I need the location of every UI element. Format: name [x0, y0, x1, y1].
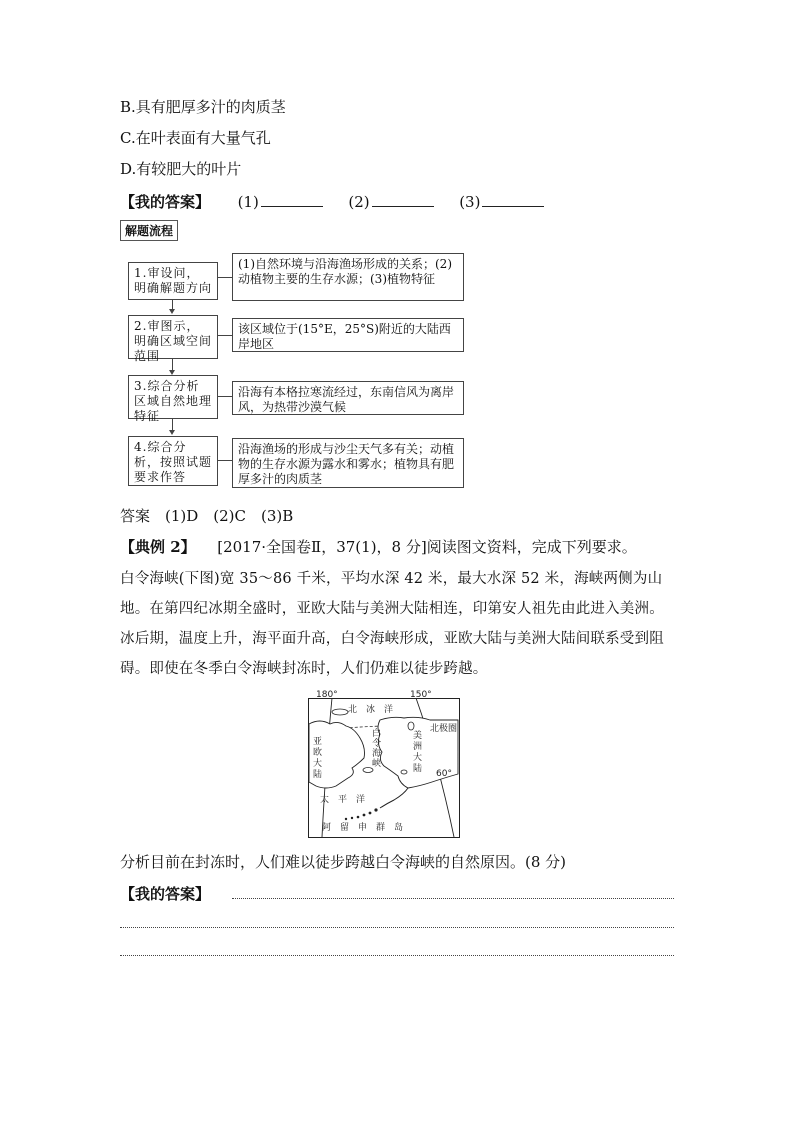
- my-answer-label: 【我的答案】: [120, 193, 211, 211]
- example-2-paragraph: 白令海峡(下图)宽 35～86 千米，平均水深 42 米，最大水深 52 米，海峡两侧为山地。在第四纪冰期全盛时，亚欧大陆与美洲大陆相连，印第安人祖先由此进入美洲。冰后期，温度上升，海平面升高，白令海峡形成，亚欧大陆与美洲大陆间联系受到阻碍。即使在冬季白令海峡封冻时，人们仍难以徒步跨越。: [120, 571, 664, 677]
- my-answer-2-label: 【我的答案】: [120, 885, 211, 903]
- flow-connector: [218, 460, 232, 461]
- option-b: B.具有肥厚多汁的肉质茎: [120, 98, 286, 116]
- option-d: D.有较肥大的叶片: [120, 160, 242, 178]
- label-eurasia-2: 欧: [313, 748, 323, 758]
- flow-connector: [218, 277, 232, 278]
- label-america-4: 陆: [413, 764, 423, 774]
- option-c: C.在叶表面有大量气孔: [120, 129, 271, 147]
- label-lon-150: 150°: [410, 690, 432, 700]
- label-strait-2: 令: [372, 739, 382, 749]
- answer-line-3[interactable]: [120, 955, 674, 956]
- label-aleutian: 阿 留 申 群 岛: [322, 823, 404, 833]
- label-america-1: 美: [413, 731, 423, 741]
- my-answer-row: [120, 191, 544, 212]
- answer-line-2[interactable]: [120, 927, 674, 928]
- arrow-down-icon: [169, 309, 175, 314]
- flow-step-2-left: 2.审图示，明确区域空间范围: [128, 315, 218, 359]
- example-2-question: 分析目前在封冻时，人们难以徒步跨越白令海峡的自然原因。(8 分): [120, 853, 567, 871]
- answer-blank-2-label: (2): [348, 193, 370, 211]
- example-2-header: [120, 536, 637, 557]
- flow-connector: [218, 396, 232, 397]
- label-strait-4: 峡: [372, 759, 382, 769]
- arrow-down-icon: [169, 430, 175, 435]
- answer-blank-1-label: (1): [237, 193, 259, 211]
- flow-step-4-left: 4.综合分析，按照试题要求作答: [128, 436, 218, 486]
- flow-step-4-right: 沿海渔场的形成与沙尘天气多有关；动植物的生存水源为露水和雾水；植物具有肥厚多汁的肉质茎: [232, 438, 464, 488]
- flow-step-3-right: 沿海有本格拉寒流经过，东南信风为离岸风，为热带沙漠气候: [232, 381, 464, 415]
- label-america-3: 大: [413, 753, 423, 763]
- label-eurasia-1: 亚: [313, 737, 323, 747]
- flow-step-3-left: 3.综合分析区域自然地理特征: [128, 375, 218, 419]
- answer-line-1[interactable]: [232, 898, 674, 899]
- label-eurasia-4: 陆: [313, 770, 323, 780]
- answer-line: 答案 (1)D (2)C (3)B: [120, 507, 294, 525]
- answer-blank-2[interactable]: [372, 192, 434, 207]
- label-pacific: 太 平 洋: [320, 795, 366, 805]
- label-lat-60: 60°: [436, 769, 452, 779]
- example-2-label: 【典例 2】: [120, 538, 196, 556]
- label-strait-3: 海: [372, 749, 382, 759]
- flow-title: 解题流程: [120, 220, 178, 241]
- flow-connector: [218, 335, 232, 336]
- answer-blank-3[interactable]: [482, 192, 544, 207]
- bering-strait-map: [308, 690, 460, 838]
- answer-blank-1[interactable]: [261, 192, 323, 207]
- flow-step-2-right: 该区域位于(15°E，25°S)附近的大陆西岸地区: [232, 318, 464, 352]
- flow-step-1-right: (1)自然环境与沿海渔场形成的关系；(2)动植物主要的生存水源；(3)植物特征: [232, 253, 464, 301]
- example-2-source: [2017·全国卷Ⅱ，37(1)，8 分]阅读图文资料，完成下列要求。: [217, 538, 637, 556]
- label-lon-180: 180°: [316, 690, 338, 700]
- label-arctic-circle: 北极圈: [430, 724, 458, 734]
- answer-blank-3-label: (3): [459, 193, 481, 211]
- label-america-2: 洲: [413, 742, 423, 752]
- label-eurasia-3: 大: [313, 759, 323, 769]
- flow-step-1-left: 1.审设问，明确解题方向: [128, 262, 218, 300]
- label-arctic-ocean: 北 冰 洋: [348, 705, 394, 715]
- label-strait-1: 白: [372, 729, 382, 739]
